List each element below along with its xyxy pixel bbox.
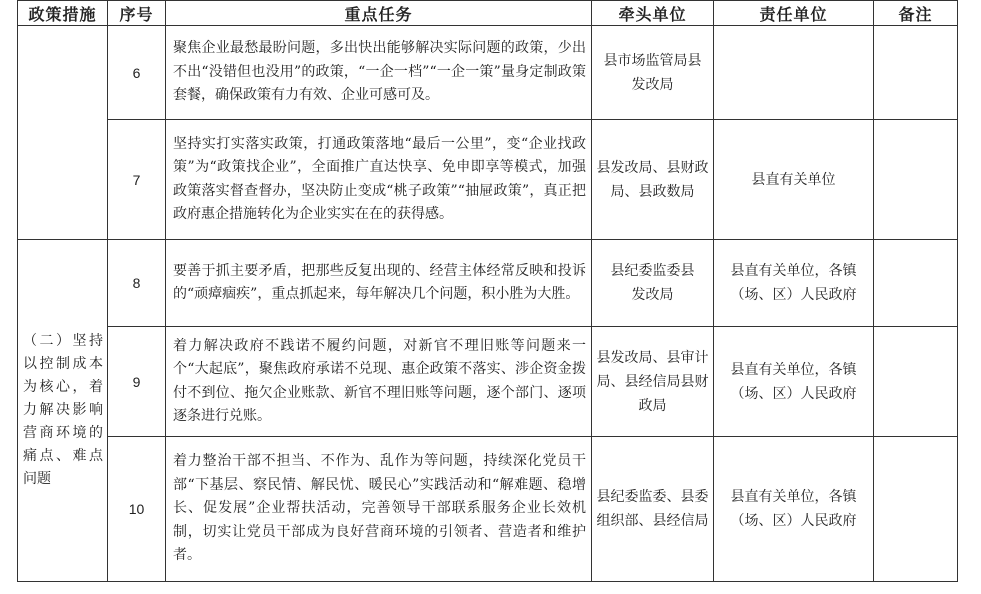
row-seq: 10 xyxy=(108,437,166,582)
header-category: 政策措施 xyxy=(18,1,108,26)
row-lead xyxy=(592,327,714,437)
row-responsible: 县直有关单位 xyxy=(714,120,874,240)
row-seq: 7 xyxy=(108,120,166,240)
row-task: 要善于抓主要矛盾，把那些反复出现的、经营主体经常反映和投诉的“顽瘴痼疾”，重点抓起来，每年解决几个问题，积小胜为大胜。 xyxy=(166,240,592,327)
row-seq: 8 xyxy=(108,240,166,327)
row-responsible xyxy=(714,26,874,120)
row-remarks xyxy=(874,26,958,120)
row-remarks xyxy=(874,240,958,327)
row-lead-text: 县发改局、县审计局、县经信局县财政局 xyxy=(596,349,709,414)
header-remarks: 备注 xyxy=(874,1,958,26)
row-lead-text: 县发改局、县财政局、县政数局 xyxy=(596,159,709,200)
row-remarks xyxy=(874,437,958,582)
category-cell: （二）坚持以控制成本为核心，着力解决影响营商环境的痛点、难点问题 xyxy=(18,240,108,582)
row-seq: 6 xyxy=(108,26,166,120)
table-row xyxy=(18,437,958,582)
row-responsible xyxy=(714,327,874,437)
table-row xyxy=(18,120,958,240)
table-header-row xyxy=(18,1,958,26)
row-task: 着力整治干部不担当、不作为、乱作为等问题，持续深化党员干部“下基层、察民情、解民忧、暖民心”实践活动和“解难题、稳增长、促发展”企业帮扶活动，完善领导干部联系服务企业长效机制，切实让党员干部成为良好营商环境的引领者、营造者和维护者。 xyxy=(166,437,592,582)
row-responsible-text: 县直有关单位，各镇（场、区）人民政府 xyxy=(730,361,857,402)
row-responsible xyxy=(714,240,874,327)
row-lead-text: 县纪委监委县发改局 xyxy=(610,263,695,303)
header-responsible: 责任单位 xyxy=(714,1,874,26)
category-cell-empty xyxy=(18,26,108,240)
table-row xyxy=(18,240,958,327)
row-remarks xyxy=(874,120,958,240)
row-seq: 9 xyxy=(108,327,166,437)
row-task: 聚焦企业最愁最盼问题，多出快出能够解决实际问题的政策，少出不出“没错但也没用”的政策，“一企一档”“一企一策”量身定制政策套餐，确保政策有力有效、企业可感可及。 xyxy=(166,26,592,120)
row-lead xyxy=(592,26,714,120)
row-remarks xyxy=(874,327,958,437)
policy-table xyxy=(17,0,958,582)
header-seq: 序号 xyxy=(108,1,166,26)
row-lead xyxy=(592,120,714,240)
table-row xyxy=(18,26,958,120)
row-lead xyxy=(592,437,714,582)
row-lead-text: 县纪委监委、县委组织部、县经信局 xyxy=(596,489,709,529)
row-responsible-text: 县直有关单位，各镇（场、区）人民政府 xyxy=(730,263,857,303)
row-task: 坚持实打实落实政策，打通政策落地“最后一公里”，变“企业找政策”为“政策找企业”，全面推广直达快享、免申即享等模式，加强政策落实督查督办，坚决防止变成“桃子政策”“抽屉政策”，真正把政府惠企措施转化为企业实实在在的获得感。 xyxy=(166,120,592,240)
row-responsible xyxy=(714,437,874,582)
table-row xyxy=(18,327,958,437)
row-task: 着力解决政府不践诺不履约问题，对新官不理旧账等问题来一个“大起底”，聚焦政府承诺不兑现、惠企政策不落实、涉企资金拨付不到位、拖欠企业账款、新官不理旧账等问题，逐个部门、逐项逐条进行兑账。 xyxy=(166,327,592,437)
header-task: 重点任务 xyxy=(166,1,592,26)
row-lead xyxy=(592,240,714,327)
header-lead: 牵头单位 xyxy=(592,1,714,26)
row-lead-text: 县市场监管局县发改局 xyxy=(603,52,702,93)
row-responsible-text: 县直有关单位，各镇（场、区）人民政府 xyxy=(730,489,857,529)
